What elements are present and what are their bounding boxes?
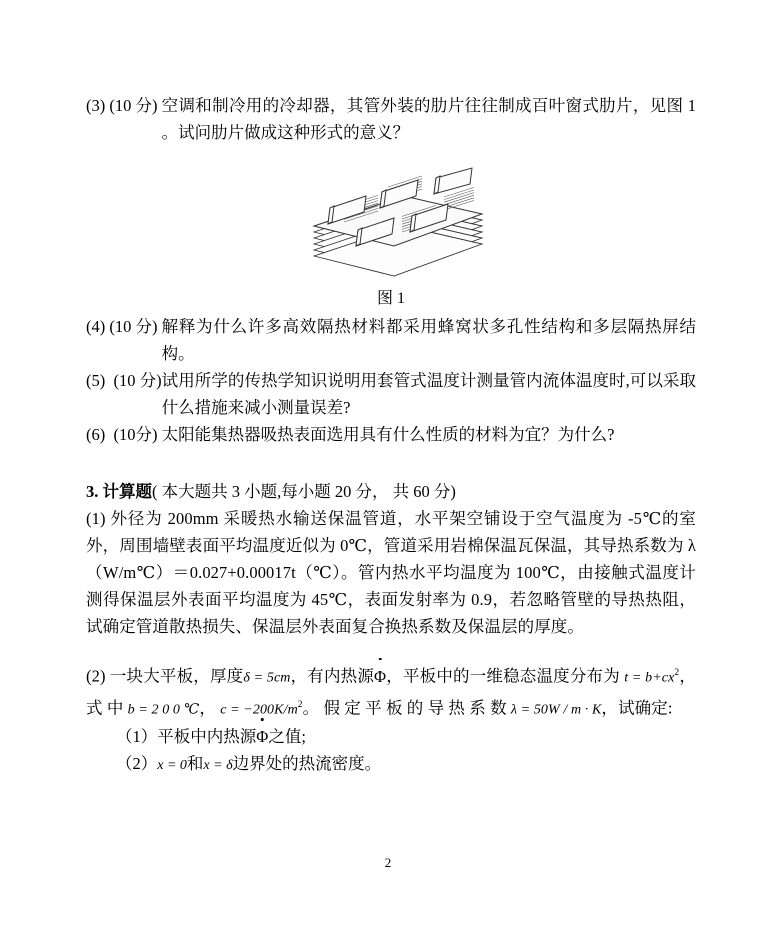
problem-2-delta-eq: δ = 5cm — [243, 670, 291, 686]
problem-2-text-e: ， 式 中 — [86, 666, 696, 717]
question-number-4 — [86, 313, 162, 367]
problem-2-formula-c-exp: 2 — [297, 699, 303, 710]
figure-1-wrapper — [86, 154, 696, 311]
question-label-5: (5) — [86, 371, 106, 390]
problem-1-line2-pre: -5 — [627, 509, 642, 528]
question-label-6: (6) — [86, 425, 106, 444]
problem-2-sub-2-text-b: 边界处的热流密度。 — [232, 754, 382, 773]
problem-2-sub-1-body — [157, 723, 306, 750]
problem-2 — [86, 660, 696, 723]
problem-1 — [86, 505, 696, 640]
problem-2-formula-lambda: λ = 50W / m · K — [510, 702, 602, 717]
problem-1-line4: 度为 100℃，由接触式温度计测得保温层外表面平均温度为 45℃，表面发 — [86, 563, 696, 609]
problem-2-sub-2-formula-b: x = δ — [203, 758, 233, 773]
question-marks-4: (10 分) — [109, 317, 158, 336]
problem-gap — [86, 640, 696, 660]
problem-2-sub-1-number: （1） — [116, 727, 158, 746]
problem-2-number: (2) — [86, 666, 106, 686]
question-marks-3: (10 分) — [109, 96, 158, 115]
problem-2-formula-t: t = b+cx — [624, 670, 675, 686]
problem-2-sub-1-text-b: 之值; — [268, 727, 306, 746]
louvered-fin-illustration — [284, 154, 498, 280]
problem-2-formula-c: c = −200K/m — [220, 702, 298, 717]
question-item-6 — [86, 421, 696, 448]
problem-2-text-c: ，平板中的一维稳态温度分布 — [386, 666, 604, 686]
problem-1-line2: ℃的室外，周围墙壁表面平均温度近似为 0℃，管道采用岩棉保温瓦保 — [86, 509, 696, 555]
question-text-6: 太阳能集热器吸热表面选用具有什么性质的材料为宜？为什么? — [161, 425, 615, 444]
problem-2-text-h: ，试确定: — [601, 698, 673, 717]
question-text-3: 空调和制冷用的冷却器，其管外装的肋片往往制成百叶窗式肋片，见图 1 。试问肋片做成这种形式的意义？ — [161, 96, 696, 142]
problem-2-sub-2-text-a: 和 — [186, 754, 204, 773]
section-3-meta: ( 本大题共 3 小题,每小题 20 分， 共 60 分) — [152, 482, 456, 501]
section-3-number: 3. — [86, 482, 99, 501]
question-text-4: 解释为什么许多高效隔热材料都采用蜂窝状多孔性结构和多层隔热屏结构。 — [161, 317, 696, 363]
problem-1-line5: 射率为 0.9，若忽略管壁的导热热阻，试确定管道散热损失、保温层外表 — [86, 590, 697, 636]
page-content — [86, 92, 696, 779]
section-3-heading — [86, 478, 696, 505]
problem-2-text-d: 为 — [603, 666, 620, 686]
problem-2-sub-2-formula-a: x = 0 — [157, 758, 187, 773]
question-item-5 — [86, 367, 696, 421]
problem-1-line6: 面复合换热系数及保温层的厚度。 — [335, 617, 584, 636]
heat-source-phi-symbol: Φ — [374, 663, 386, 690]
question-number-6 — [86, 421, 162, 448]
problem-2-text-f: ， — [199, 698, 216, 717]
question-label-4: (4) — [86, 317, 106, 336]
problem-2-formula-t-exp: 2 — [674, 668, 680, 678]
problem-2-sub-1 — [116, 723, 696, 750]
heat-source-phi-symbol-sub: Φ — [256, 723, 268, 750]
problem-2-sub-2-number: （2） — [116, 754, 158, 773]
louvered-fin-icon — [284, 154, 498, 280]
question-marks-5: (10 分) — [113, 371, 162, 390]
figure-caption: 图 1 — [376, 290, 405, 307]
section-gap — [86, 448, 696, 478]
question-number-3 — [86, 92, 162, 146]
problem-2-sub-2 — [116, 750, 696, 779]
question-text-5: 试用所学的传热学知识说明用套管式温度计测量管内流体温度时,可以采取什么措施来减小测量误差? — [161, 371, 696, 417]
question-item-4 — [86, 313, 696, 367]
problem-2-text-b: ，有内热源 — [290, 666, 375, 686]
problem-2-sub-1-text-a: 平板中内热源 — [157, 727, 257, 746]
problem-1-line1: 外径为 200mm 采暖热水输送保温管道，水平架空铺设于空气温度为 — [110, 509, 623, 528]
problem-2-text-g: 。 假 定 平 板 的 导 热 系 数 — [302, 698, 507, 717]
question-number-5 — [86, 367, 162, 421]
question-label-3: (3) — [86, 96, 106, 115]
question-marks-6: (10分) — [113, 425, 158, 444]
question-item-3 — [86, 92, 696, 146]
page-number: 2 — [384, 855, 392, 870]
problem-1-number: (1) — [86, 509, 106, 528]
problem-1-line3: 温，其导热系数为 λ （W/m℃）＝0.027+0.00017t（℃）。管内热水平均温 — [86, 536, 696, 582]
problem-2-text-a: 一块大平板，厚度 — [109, 666, 244, 686]
problem-2-formula-b: b = 2 0 0 ℃ — [127, 702, 200, 717]
section-3-title: 计算题 — [102, 482, 152, 501]
problem-2-sub-2-body — [157, 750, 381, 779]
